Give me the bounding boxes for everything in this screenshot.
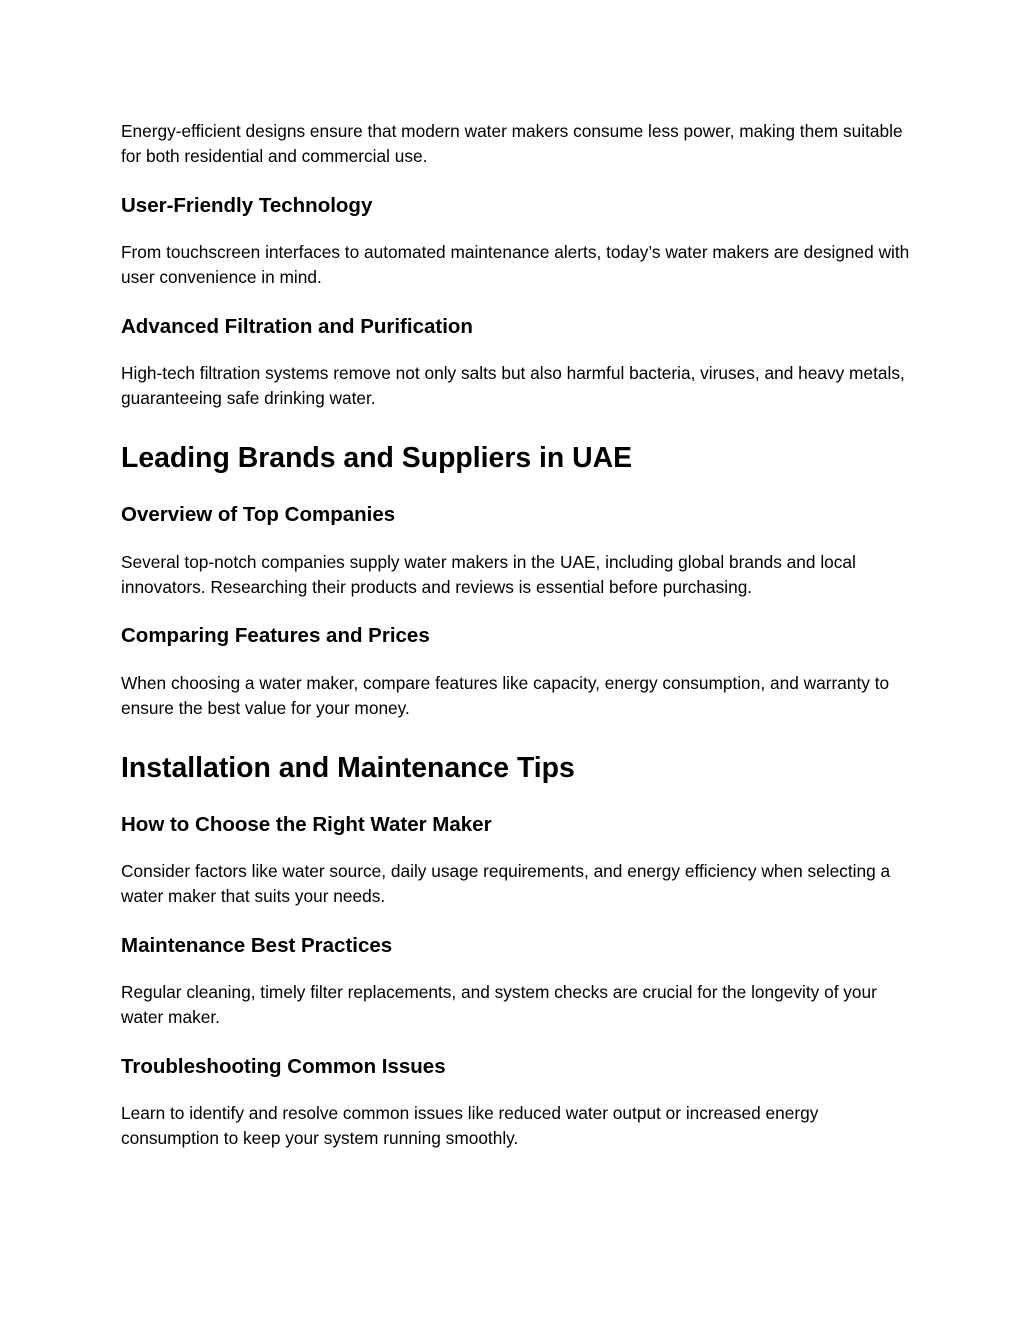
comparing-features-heading: Comparing Features and Prices <box>121 624 430 647</box>
maintenance-best-practices-heading: Maintenance Best Practices <box>121 934 393 957</box>
troubleshooting-paragraph: Learn to identify and resolve common issues like reduced water output or increased energy consumption to keep your system running smoothly. <box>121 1103 819 1148</box>
overview-top-companies-paragraph: Several top-notch companies supply water makers in the UAE, including global brands and local innovators. Researching their products and reviews is essential before purchasing. <box>121 552 856 597</box>
user-friendly-technology-heading: User-Friendly Technology <box>121 194 373 217</box>
user-friendly-technology-paragraph: From touchscreen interfaces to automated maintenance alerts, today’s water makers are designed with user convenience in mind. <box>121 242 910 287</box>
installation-maintenance-heading: Installation and Maintenance Tips <box>121 752 575 784</box>
overview-top-companies-heading: Overview of Top Companies <box>121 503 396 526</box>
advanced-filtration-heading: Advanced Filtration and Purification <box>121 315 473 338</box>
choose-right-water-maker-paragraph: Consider factors like water source, daily usage requirements, and energy efficiency when selecting a water maker that suits your needs. <box>121 861 891 906</box>
advanced-filtration-paragraph: High-tech filtration systems remove not only salts but also harmful bacteria, viruses, and heavy metals, guaranteeing safe drinking water. <box>121 363 905 408</box>
comparing-features-paragraph: When choosing a water maker, compare features like capacity, energy consumption, and warranty to ensure the best value for your money. <box>121 673 890 718</box>
maintenance-best-practices-paragraph: Regular cleaning, timely filter replacements, and system checks are crucial for the longevity of your water maker. <box>121 982 877 1027</box>
choose-right-water-maker-heading: How to Choose the Right Water Maker <box>121 813 492 836</box>
troubleshooting-heading: Troubleshooting Common Issues <box>121 1055 446 1078</box>
energy-efficiency-paragraph: Energy-efficient designs ensure that modern water makers consume less power, making them suitable for both residential and commercial use. <box>121 121 903 166</box>
leading-brands-heading: Leading Brands and Suppliers in UAE <box>121 442 633 474</box>
